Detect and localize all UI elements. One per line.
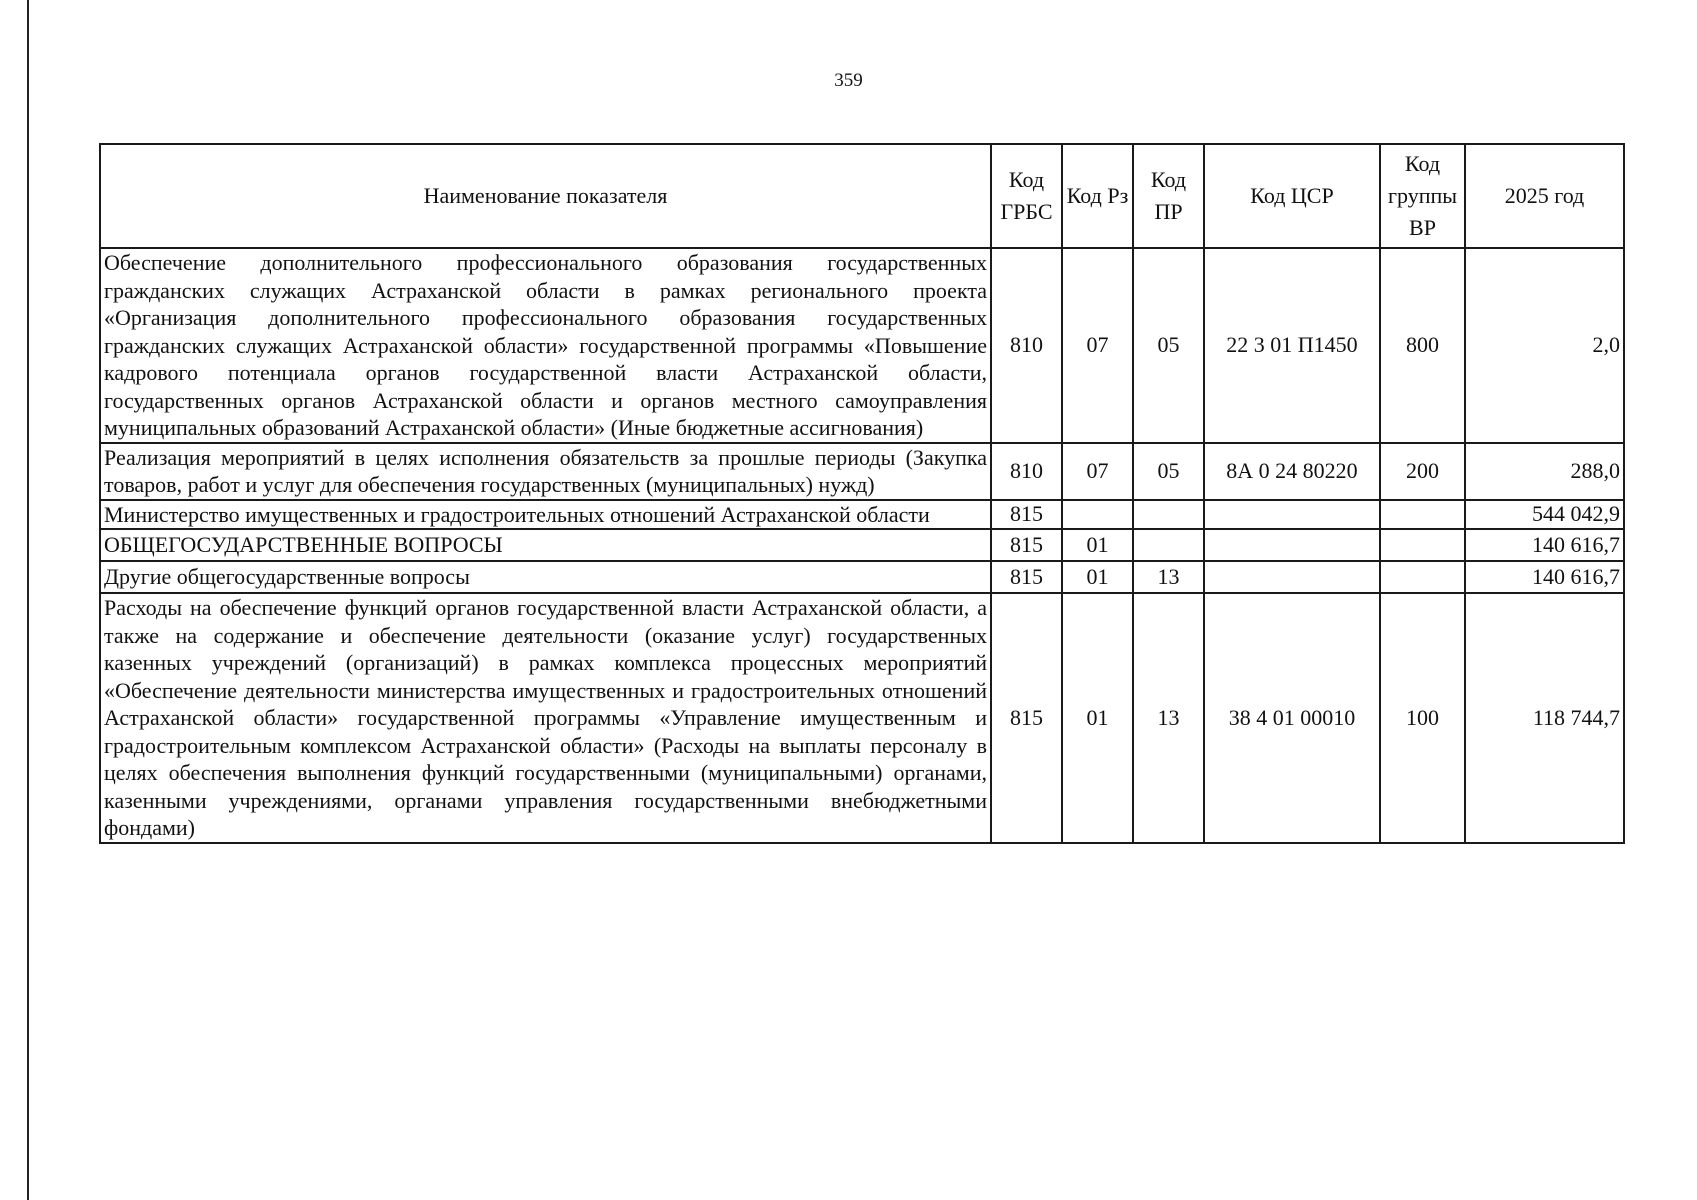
row-name: ОБЩЕГОСУДАРСТВЕННЫЕ ВОПРОСЫ xyxy=(100,529,991,561)
row-pr xyxy=(1133,500,1204,530)
row-csr: 38 4 01 00010 xyxy=(1204,593,1380,843)
table-row xyxy=(100,529,1624,561)
header-row xyxy=(100,144,1624,248)
table-row xyxy=(100,500,1624,530)
header-name: Наименование показателя xyxy=(100,144,991,248)
row-pr: 05 xyxy=(1133,443,1204,500)
row-grbs: 815 xyxy=(991,500,1062,530)
row-amount: 288,0 xyxy=(1465,443,1624,500)
row-grbs: 815 xyxy=(991,561,1062,593)
row-amount: 2,0 xyxy=(1465,248,1624,443)
page-number: 359 xyxy=(834,70,863,91)
row-grbs: 810 xyxy=(991,248,1062,443)
budget-table xyxy=(99,143,1625,844)
row-vr xyxy=(1380,529,1465,561)
row-csr: 22 3 01 П1450 xyxy=(1204,248,1380,443)
table-row xyxy=(100,248,1624,443)
row-name: Обеспечение дополнительного профессионального образования государственных гражданских служащих Астраханской области в рамках регионального проекта «Организация дополнительного профессионального образования государственных гражданских служащих Астраханской области» государственной программы «Повышение кадрового потенциала органов государственной власти Астраханской области, государственных органов Астраханской области и органов местного самоуправления муниципальных образований Астраханской области» (Иные бюджетные ассигнования) xyxy=(100,248,991,443)
scan-edge-line xyxy=(27,0,29,1200)
row-name: Другие общегосударственные вопросы xyxy=(100,561,991,593)
row-vr: 100 xyxy=(1380,593,1465,843)
row-vr xyxy=(1380,561,1465,593)
row-pr: 05 xyxy=(1133,248,1204,443)
header-grbs: Код ГРБС xyxy=(991,144,1062,248)
row-vr xyxy=(1380,500,1465,530)
row-csr: 8А 0 24 80220 xyxy=(1204,443,1380,500)
row-name: Расходы на обеспечение функций органов государственной власти Астраханской области, а также на содержание и обеспечение деятельности (оказание услуг) государственных казенных учреждений (организаций) в рамках комплекса процессных мероприятий «Обеспечение деятельности министерства имущественных и градостроительных отношений Астраханской области» государственной программы «Управление имущественным и градостроительным комплексом Астраханской области» (Расходы на выплаты персоналу в целях обеспечения выполнения функций государственными (муниципальными) органами, казенными учреждениями, органами управления государственными внебюджетными фондами) xyxy=(100,593,991,843)
row-amount: 544 042,9 xyxy=(1465,500,1624,530)
row-pr: 13 xyxy=(1133,561,1204,593)
row-rz: 01 xyxy=(1062,561,1133,593)
table-row xyxy=(100,561,1624,593)
table-row xyxy=(100,443,1624,500)
row-rz: 01 xyxy=(1062,529,1133,561)
table-row xyxy=(100,593,1624,843)
header-rz: Код Рз xyxy=(1062,144,1133,248)
row-pr: 13 xyxy=(1133,593,1204,843)
row-amount: 140 616,7 xyxy=(1465,561,1624,593)
header-csr: Код ЦСР xyxy=(1204,144,1380,248)
row-grbs: 815 xyxy=(991,529,1062,561)
header-vr: Код группы ВР xyxy=(1380,144,1465,248)
row-amount: 140 616,7 xyxy=(1465,529,1624,561)
row-name: Министерство имущественных и градостроительных отношений Астраханской области xyxy=(100,500,991,530)
row-rz: 07 xyxy=(1062,248,1133,443)
row-grbs: 815 xyxy=(991,593,1062,843)
row-vr: 800 xyxy=(1380,248,1465,443)
row-vr: 200 xyxy=(1380,443,1465,500)
row-grbs: 810 xyxy=(991,443,1062,500)
header-year: 2025 год xyxy=(1465,144,1624,248)
row-name: Реализация мероприятий в целях исполнения обязательств за прошлые периоды (Закупка товаров, работ и услуг для обеспечения государственных (муниципальных) нужд) xyxy=(100,443,991,500)
row-csr xyxy=(1204,500,1380,530)
row-pr xyxy=(1133,529,1204,561)
row-rz: 01 xyxy=(1062,593,1133,843)
row-csr xyxy=(1204,529,1380,561)
row-amount: 118 744,7 xyxy=(1465,593,1624,843)
row-rz: 07 xyxy=(1062,443,1133,500)
row-rz xyxy=(1062,500,1133,530)
header-pr: Код ПР xyxy=(1133,144,1204,248)
row-csr xyxy=(1204,561,1380,593)
